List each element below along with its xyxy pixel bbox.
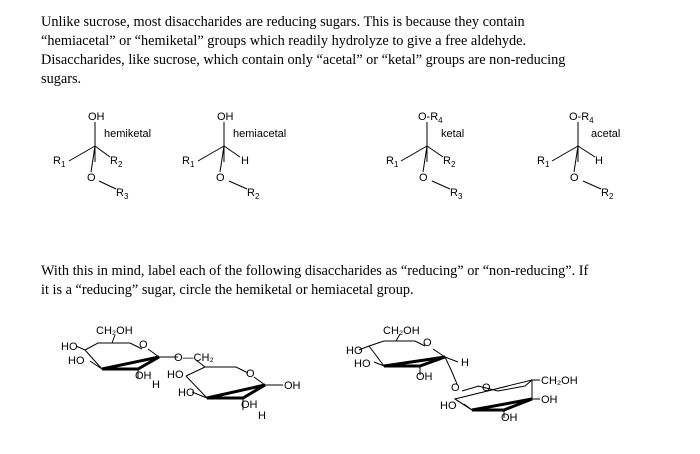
- ch2oh-label: CH₂OH: [383, 325, 420, 337]
- bottom-group: $R_3$: [450, 187, 463, 201]
- glycosidic-oxygen: O: [451, 382, 460, 394]
- bottom-group: $R_2$: [247, 187, 260, 201]
- glycosidic-link-label: O—CH₂: [174, 352, 214, 364]
- ring-oxygen: O: [139, 339, 148, 351]
- top-group: OH: [217, 111, 234, 123]
- bottom-group: $R_3$: [116, 187, 129, 201]
- hydroxyl-label: HO: [178, 387, 195, 399]
- ring-oxygen: O: [87, 172, 96, 184]
- bottom-group: $R_2$: [601, 187, 614, 201]
- left-group: $R_1$: [537, 155, 550, 169]
- hydroxyl-label: HO: [167, 369, 184, 381]
- instructions-line: With this in mind, label each of the following disaccharides as “reducing” or “non-reducing”. If: [41, 263, 589, 279]
- hydroxyl-label: OH: [501, 412, 518, 424]
- left-group: $R_1$: [53, 155, 66, 169]
- structure-label: hemiketal: [104, 128, 152, 140]
- ring-oxygen: O: [482, 382, 491, 394]
- hydroxyl-label: OH: [241, 399, 258, 411]
- instructions-line: it is a “reducing” sugar, circle the hemiketal or hemiacetal group.: [41, 282, 414, 298]
- hydroxyl-label: OH: [541, 394, 558, 406]
- ring-oxygen: O: [419, 172, 428, 184]
- ring-oxygen: O: [216, 172, 225, 184]
- hydroxyl-label: HO: [354, 358, 371, 370]
- right-group: H: [595, 155, 603, 167]
- instructions-paragraph: [41, 262, 588, 300]
- hydroxyl-label: HO: [346, 345, 363, 357]
- intro-line: Unlike sucrose, most disaccharides are reducing sugars. This is because they contain: [41, 14, 525, 30]
- left-group: $R_1$: [182, 155, 195, 169]
- hydroxyl-label: HO: [440, 400, 457, 412]
- hydroxyl-label: OH: [416, 371, 433, 383]
- ring-oxygen: O: [423, 337, 432, 349]
- right-group: $R_2$: [443, 155, 456, 169]
- left-group: $R_1$: [386, 155, 399, 169]
- right-group: H: [241, 155, 249, 167]
- hydroxyl-label: HO: [68, 355, 85, 367]
- hydrogen-label: H: [461, 357, 469, 369]
- top-group: $O-R_4$: [569, 111, 594, 125]
- structure-label: hemiacetal: [233, 128, 287, 140]
- ch2oh-label: CH₂OH: [96, 325, 133, 337]
- intro-line: Disaccharides, like sucrose, which contain only “acetal” or “ketal” groups are non-reducing: [41, 52, 566, 68]
- ch2oh-label: CH₂OH: [541, 375, 578, 387]
- intro-line: “hemiacetal” or “hemiketal” groups which readily hydrolyze to give a free aldehyde.: [41, 33, 527, 49]
- right-group: $R_2$: [110, 155, 123, 169]
- top-group: OH: [88, 111, 105, 123]
- intro-line: sugars.: [41, 71, 82, 87]
- hydrogen-label: H: [258, 410, 266, 422]
- hydrogen-label: H: [152, 379, 160, 391]
- structure-label: ketal: [441, 128, 465, 140]
- ring-oxygen: O: [570, 172, 579, 184]
- hydroxyl-label: HO: [61, 341, 78, 353]
- structure-label: acetal: [591, 128, 621, 140]
- hydroxyl-label: OH: [135, 370, 152, 382]
- top-group: $O-R_4$: [418, 111, 443, 125]
- ring-oxygen: O: [246, 368, 255, 380]
- hydroxyl-label: OH: [284, 380, 301, 392]
